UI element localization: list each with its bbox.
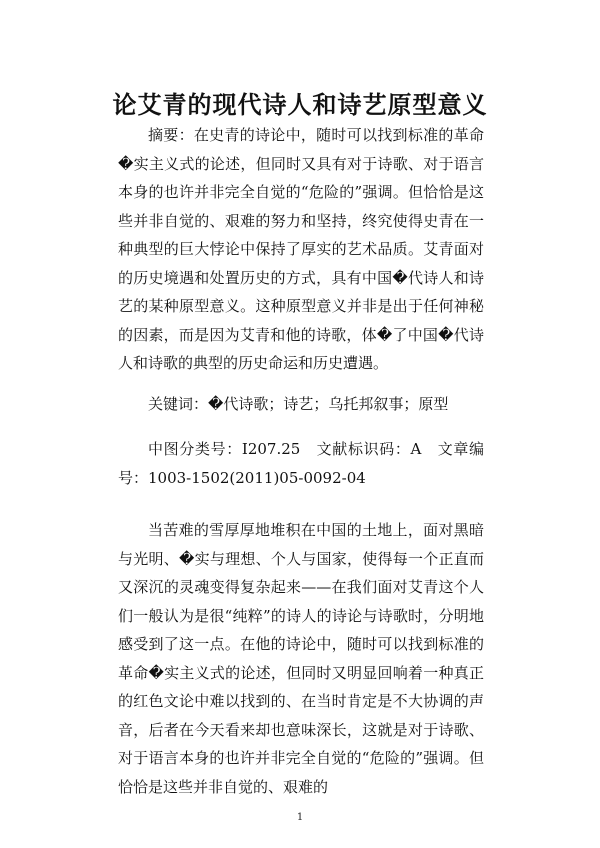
abstract-paragraph: 摘要：在史青的诗论中，随时可以找到标准的革命�实主义式的论述，但同时又具有对于诗歌、对于语言本身的也许并非完全自觉的“危险的”强调。但恰恰是这些并非自觉的、艰难的努力和坚持，终究使得史青在一种典型的巨大悖论中保持了厚实的艺术品质。艾青面对的历史境遇和处置历史的方式，具有中国�代诗人和诗艺的某种原型意义。这种原型意义并非是出于任何神秘的因素，而是因为艾青和他的诗歌，体�了中国�代诗人和诗歌的典型的历史命运和历史遭遇。 xyxy=(118,126,484,372)
keywords-line: 关键词：�代诗歌；诗艺；乌托邦叙事；原型 xyxy=(148,395,449,413)
classification-line: 中图分类号：I207.25 文献标识码：A 文章编号：1003-1502(2011)05-0092-04 xyxy=(118,440,484,487)
page-number: 1 xyxy=(296,812,304,823)
body-paragraph: 当苦难的雪厚厚地堆积在中国的土地上，面对黑暗与光明、�实与理想、个人与国家，使得每一个正直而又深沉的灵魂变得复杂起来——在我们面对艾青这个人们一般认为是很“纯粹”的诗人的诗论与诗歌时，分明地感受到了这一点。在他的诗论中，随时可以找到标准的革命�实主义式的论述，但同时又明显回响着一种真正的红色文论中难以找到的、在当时肯定是不大协调的声音，后者在今天看来却也意味深长，这就是对于诗歌、对于语言本身的也许并非完全自觉的“危险的”强调。但恰恰是这些并非自觉的、艰难的 xyxy=(118,521,484,796)
document-title: 论艾青的现代诗人和诗艺原型意义 xyxy=(112,90,488,120)
